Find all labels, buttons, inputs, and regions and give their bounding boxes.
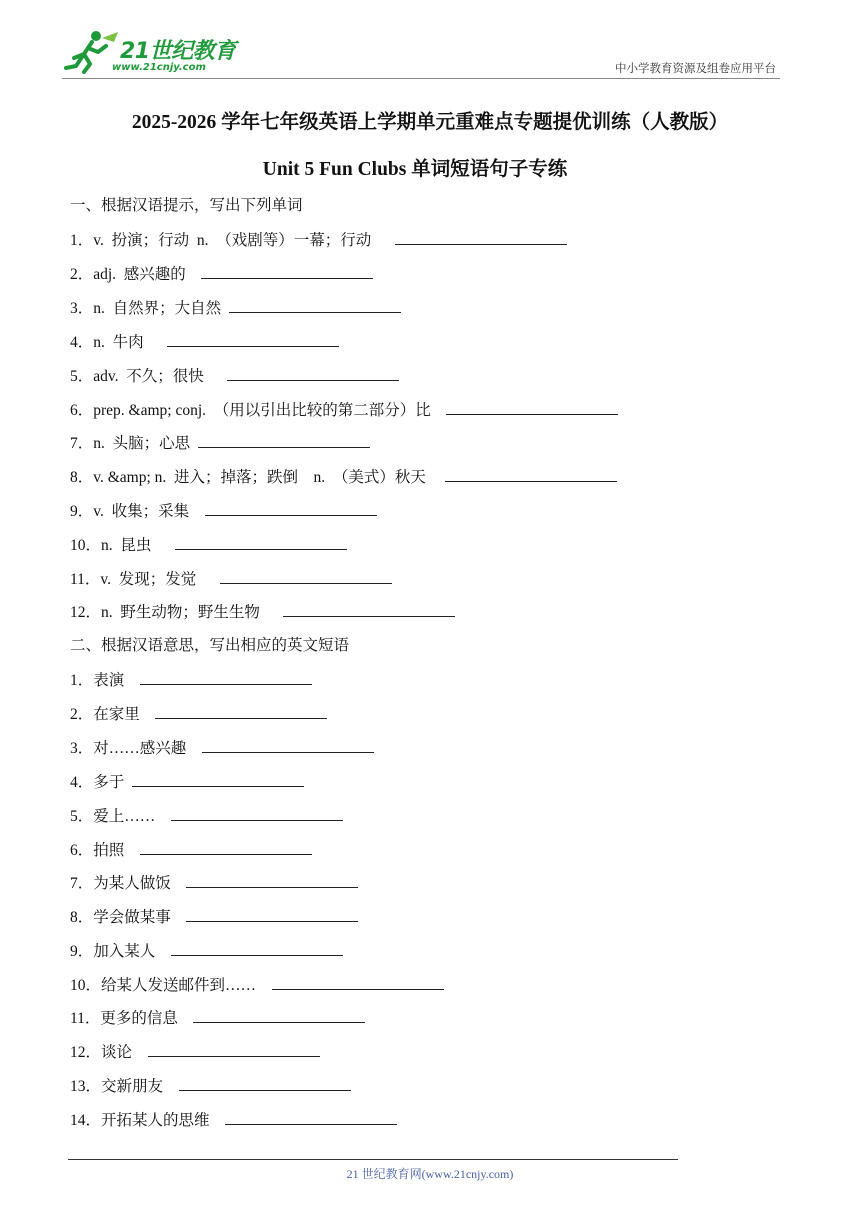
section1-heading: 一、根据汉语提示，写出下列单词	[70, 197, 303, 214]
phrase-item: 4．多于	[70, 772, 304, 793]
word-item: 7．n. 头脑；心思	[70, 433, 370, 454]
answer-blank[interactable]	[198, 433, 370, 448]
word-item: 8．v. &amp; n. 进入；掉落；跌倒 n. （美式）秋天	[70, 467, 617, 488]
word-item: 10．n. 昆虫	[70, 535, 347, 556]
section2-heading: 二、根据汉语意思，写出相应的英文短语	[70, 637, 350, 654]
phrase-item: 12．谈论	[70, 1042, 320, 1063]
answer-blank[interactable]	[395, 230, 567, 245]
answer-blank[interactable]	[272, 975, 444, 990]
phrase-item: 11．更多的信息	[70, 1008, 365, 1029]
word-item: 3．n. 自然界；大自然	[70, 298, 401, 319]
phrase-item: 1．表演	[70, 670, 312, 691]
phrase-item: 6．拍照	[70, 840, 312, 861]
logo-text: 21世纪教育	[120, 39, 236, 64]
answer-blank[interactable]	[140, 840, 312, 855]
page-subtitle: Unit 5 Fun Clubs 单词短语句子专练	[262, 159, 568, 180]
word-item: 2．adj. 感兴趣的	[70, 264, 373, 285]
word-item: 12．n. 野生动物；野生生物	[70, 602, 455, 623]
answer-blank[interactable]	[179, 1076, 351, 1091]
answer-blank[interactable]	[171, 941, 343, 956]
platform-tagline: 中小学教育资源及组卷应用平台	[615, 63, 776, 75]
phrase-item: 10．给某人发送邮件到……	[70, 975, 444, 996]
page-header	[62, 28, 780, 80]
footer-divider	[68, 1159, 678, 1160]
phrase-item: 5．爱上……	[70, 806, 343, 827]
footer-link[interactable]: 21 世纪教育网(www.21cnjy.com)	[346, 1167, 514, 1181]
answer-blank[interactable]	[220, 569, 392, 584]
answer-blank[interactable]	[140, 670, 312, 685]
phrase-item: 9．加入某人	[70, 941, 343, 962]
word-item: 4．n. 牛肉	[70, 332, 339, 353]
answer-blank[interactable]	[167, 332, 339, 347]
answer-blank[interactable]	[171, 806, 343, 821]
answer-blank[interactable]	[155, 704, 327, 719]
phrase-item: 13．交新朋友	[70, 1076, 351, 1097]
answer-blank[interactable]	[205, 501, 377, 516]
answer-blank[interactable]	[193, 1008, 365, 1023]
word-item: 6．prep. &amp; conj. （用以引出比较的第二部分）比	[70, 400, 618, 421]
phrase-item: 3．对……感兴趣	[70, 738, 374, 759]
word-item: 11．v. 发现；发觉	[70, 569, 392, 590]
word-item: 9．v. 收集；采集	[70, 501, 377, 522]
answer-blank[interactable]	[186, 907, 358, 922]
answer-blank[interactable]	[148, 1042, 320, 1057]
logo	[62, 28, 242, 78]
phrase-item: 14．开拓某人的思维	[70, 1110, 397, 1131]
answer-blank[interactable]	[201, 264, 373, 279]
answer-blank[interactable]	[283, 602, 455, 617]
header-divider	[62, 78, 780, 79]
phrase-item: 2．在家里	[70, 704, 327, 725]
answer-blank[interactable]	[132, 772, 304, 787]
answer-blank[interactable]	[445, 467, 617, 482]
word-item: 5．adv. 不久；很快	[70, 366, 399, 387]
phrase-item: 7．为某人做饭	[70, 873, 358, 894]
answer-blank[interactable]	[227, 366, 399, 381]
word-item: 1．v. 扮演；行动 n. （戏剧等）一幕；行动	[70, 230, 567, 251]
answer-blank[interactable]	[175, 535, 347, 550]
answer-blank[interactable]	[225, 1110, 397, 1125]
page-title: 2025-2026 学年七年级英语上学期单元重难点专题提优训练（人教版）	[131, 112, 729, 133]
answer-blank[interactable]	[186, 873, 358, 888]
answer-blank[interactable]	[446, 400, 618, 415]
answer-blank[interactable]	[202, 738, 374, 753]
answer-blank[interactable]	[229, 298, 401, 313]
phrase-item: 8．学会做某事	[70, 907, 358, 928]
logo-url: www.21cnjy.com	[112, 62, 206, 73]
